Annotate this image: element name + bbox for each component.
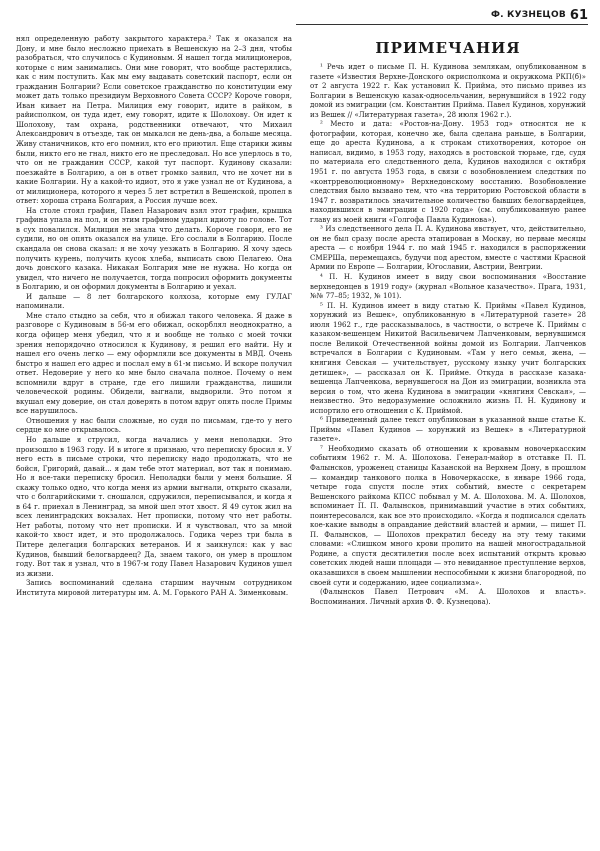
note-item: ⁵ П. Н. Кудинов имеет в виду статью К. Приймы «Павел Кудинов, хорунжий из Вешек», опубликованную в «Литературной газете» 28 июля 1962 г., где рассказывалось, в частности, о встрече К. Приймы с казаком-вешенцем Никитой Васильевичем Лапченковым, вернувшимся после Великой Отечественной войны домой из Болгарии. Лапченков встречался в Болгарии с Кудиновым. «Там у него семья, жена, — княгиня Севская — учительствует, русскому языку учит болгарских детишек», — рассказал он К. Прийме. Откуда в рассказе казака-вешенца Лапченкова, вернувшегося на Дон из эмиграции, возникла эта версия о том, что жена Кудинова в эмиграции «княгиня Севская», — неизвестно. Это недоразумение осложнило жизнь П. Н. Кудинову и испортило его отношения с К. Приймой.: [310, 300, 586, 415]
page-header: [296, 6, 588, 25]
main-text-column: [16, 34, 292, 597]
note-item: ¹ Речь идет о письме П. Н. Кудинова землякам, опубликованном в газете «Известия Верхне-Донского окрисполкома и окружкома РКП(б)» от 2 августа 1922 г. Как установил К. Прийма, это письмо привез из Болгарии в Вешенскую казак-односельчанин, вернувшийся в 1922 году домой из эмиграции (см. Константин Прийма. Павел Кудинов, хорунжий из Вешек // «Литературная газета», 28 июля 1962 г.).: [310, 62, 586, 119]
page-number: 61: [569, 7, 588, 23]
paragraph: Но дальше я струсил, когда начались у меня неполадки. Это произошло в 1963 году. И в итоге я признаю, что переписку бросил я. У него есть в письме строки, что переписку надо продолжать, что не бойся, Григорий, давай... я дам тебе этот материал, вот так я понимаю. Но я все-таки переписку бросил. Неполадки были у меня большие. Я скажу только одно, что когда меня из армии выгнали, открыто сказали, что с болгарийскими т. сношался, сдружился, переписывался, и когда я в 64 г. приехал в Ленинград, за мной шел этот хвост. Я 49 суток жил на всех ленинградских вокзалах. Нет прописки, потому что нет работы. Нет работы, потому что нет прописки. И я чувствовал, что за мной какой-то хвост идет, и это продолжалось. Годика через три была в Питере делегация болгарских ветеранов. И я заикнулся: как у вас Кудинов, бывший белогвардеец? Да, знаем такого, он умер в прошлом году. Вот так я узнал, что в 1967-м году Павел Назарович Кудинов ушел из жизни.: [16, 434, 292, 578]
paragraph: На столе стоял графин, Павел Назарович взял этот графин, крышка графина упала на пол, и он этим графином ударил идиоту по голове. Тот в сух повалился. Милиция не знала что делать. Короче говоря, его не судили, но он опять оказался на улице. Его сослали в Болгарию. После скандала он снова сказал: я не хочу уезжать в Болгарию. Я хочу здесь получить курень, получить кусок хлеба, выписать свою Пелагею. Она дочь донского казака. Никакая Болгария мне не нужна. Но когда он увидел, что ничего не получается, тогда попросил оформить документы в Болгарию, и он оформил документы в Болгарию и уехал.: [16, 205, 292, 292]
notes-column: [310, 40, 586, 606]
running-head: Ф. КУЗНЕЦОВ: [490, 10, 566, 20]
notes-title: ПРИМЕЧАНИЯ: [375, 39, 521, 57]
paragraph: И дальше — 8 лет болгарского колхоза, которые ему ГУЛАГ напоминали.: [16, 291, 292, 311]
note-item: ³ Из следственного дела П. А. Кудинова явствует, что, действительно, он не был сразу после ареста этапирован в Москву, но первые месяцы ареста — с ноября 1944 г. по май 1945 г. находился в распоряжении СМЕРШа, перемещаясь, будучи под арестом, вместе с частями Красной Армии по Европе — Болгарии, Югославии, Австрии, Венгрии.: [310, 224, 586, 272]
note-item: ⁶ Приведенный далее текст опубликован в указанной выше статье К. Приймы «Павел Кудинов — хорунжий из Вешек» в «Литературной газете».: [310, 415, 586, 444]
paragraph: Запись воспоминаний сделана старшим научным сотрудником Института мировой литературы им. А. М. Горького РАН А. Зименковым.: [16, 578, 292, 597]
paragraph: Мне стало стыдно за себя, что я обижал такого человека. Я даже в разговоре с Кудиновым в 56-м его обижал, оскорблял неоднократно, а когда офицер меня убедил, что я и вообще не только с моей точки зрения непорядочно относился к Кудинову, я решил его найти. Ну и нашел его очень легко — ему оформляли все документы в МВД. Очень быстро я нашел его адрес и послал ему в 61-м письмо. И вскоре получил ответ. Недоверие у него ко мне было сначала полное. Почему о нем вспомнили вдруг в стране, где его лишили гражданства, лишили человеческой родины. Обидели, выгнали, выдворили. Это потом я вкушал ему доверие, он стал доверять в потом вдруг опять после Примы все нарушилось.: [16, 310, 292, 416]
note-item: (Фалынсков Павел Петрович «М. А. Шолохов и власть». Воспоминания. Личный архив Ф. Ф. Кузнецова).: [310, 587, 586, 606]
note-item: ⁴ П. Н. Кудинов имеет в виду свои воспоминания «Восстание верхнедонцев в 1919 году» (журнал «Вольное казачество». Прага, 1931, №№ 77–85; 1932, № 101).: [310, 272, 586, 301]
paragraph: Отношения у нас были сложные, но судя по письмам, где-то у него сердце ко мне открывалось.: [16, 415, 292, 435]
paragraph: нял определенную работу закрытого характера.² Так я оказался на Дону, и мне было несложно приехать в Вешенскую на 2–3 дня, чтобы разобраться, что случилось с Кудиновым. Я нашел тогда милиционеров, которые с ним занимались. Они мне говорят, что вообще растерялись, как с ним поступить. Как мы ему выдавать советский паспорт, если он гражданин Болгарии? Если советское гражданство по конституции ему может дать только президиум Верховного Совета СССР? Короче говоря, Иван кивает на Петра. Милиция ему говорит, идите в райком, в райисполком, он туда идет, ему говорят, идите к Шолохову. Он идет к Шолохову, там охрана, родственники отвечают, что Михаил Александрович в отъезде, так он мыкался не день-два, а больше месяца. Живу станичников, кто его помнил, кто его приютил. Еще старики живы были, никто его не гнал, никто его не преследовал. Но все уперлось в то, что он не гражданин СССР, какой тут паспорт. Кудинову сказали: поезжайте в Болгарию, а он в ответ громко заявил, что не хочет ни в какие Болгарии. Ну а какой-то идиот, это я уже узнал не от Кудинова, а от милиционера, которого я через 5 лет встретил в Вешенской, пропел в ответ: хороша страна Болгария, а Россия лучше всех.: [16, 34, 292, 206]
note-item: ² Место и дата: «Ростов-на-Дону. 1953 год» относятся не к фотографии, которая, конечно же, была сделана раньше, в Болгарии, еще до ареста Кудинова, а к строкам стихотворения, которое он написал, видимо, в 1953 году, находясь в ростовской тюрьме, где, судя по материала его следственного дела, Кудинов находился с октября 1951 г. по августа 1953 года, в связи с возобновлением следствия по «контрреволюционному» Верхнедонскому восстанию. Возобновление следствия было вызвано тем, что «на территорию Ростовской области в 1947 г. возвратилось значительное количество бывших белогвардейцев, находившихся в эмиграции с 1920 года» (см. опубликованную ранее главу из моей книги «Голгофа Павла Кудинова»).: [310, 119, 586, 224]
note-item: ⁷ Необходимо сказать об отношении к кровавым новочеркасским событиям 1962 г. М. А. Шолохова. Генерал-майор в отставке П. П. Фалынсков, уроженец станицы Казанской на Верхнем Дону, в прошлом — командир танкового полка в Новочеркасске, в январе 1966 года, четыре года спустя после этих событий, вместе с секретарем Вешенского райкома КПСС побывал у М. А. Шолохова. М. А. Шолохов, вспоминает П. П. Фалынсков, принимавший участие в этих событиях, поинтересовался, как все это происходило. «Когда я подписался сделать кое-какие выводы в оправдание действий властей и армии, — пишет П. П. Фалынсков, — Шолохов прекратил беседу на эту тему такими словами: «Слишком много крови пролито на нашей многострадальной Родине, а спустя десятилетия после всех испытаний открыть кровью советских людей наши площади — это невиданное преступление верхов, оказавшихся в своем мышлении неспособными к жизни благородной, по своей сути и содержанию, идее социализма».: [310, 443, 586, 587]
